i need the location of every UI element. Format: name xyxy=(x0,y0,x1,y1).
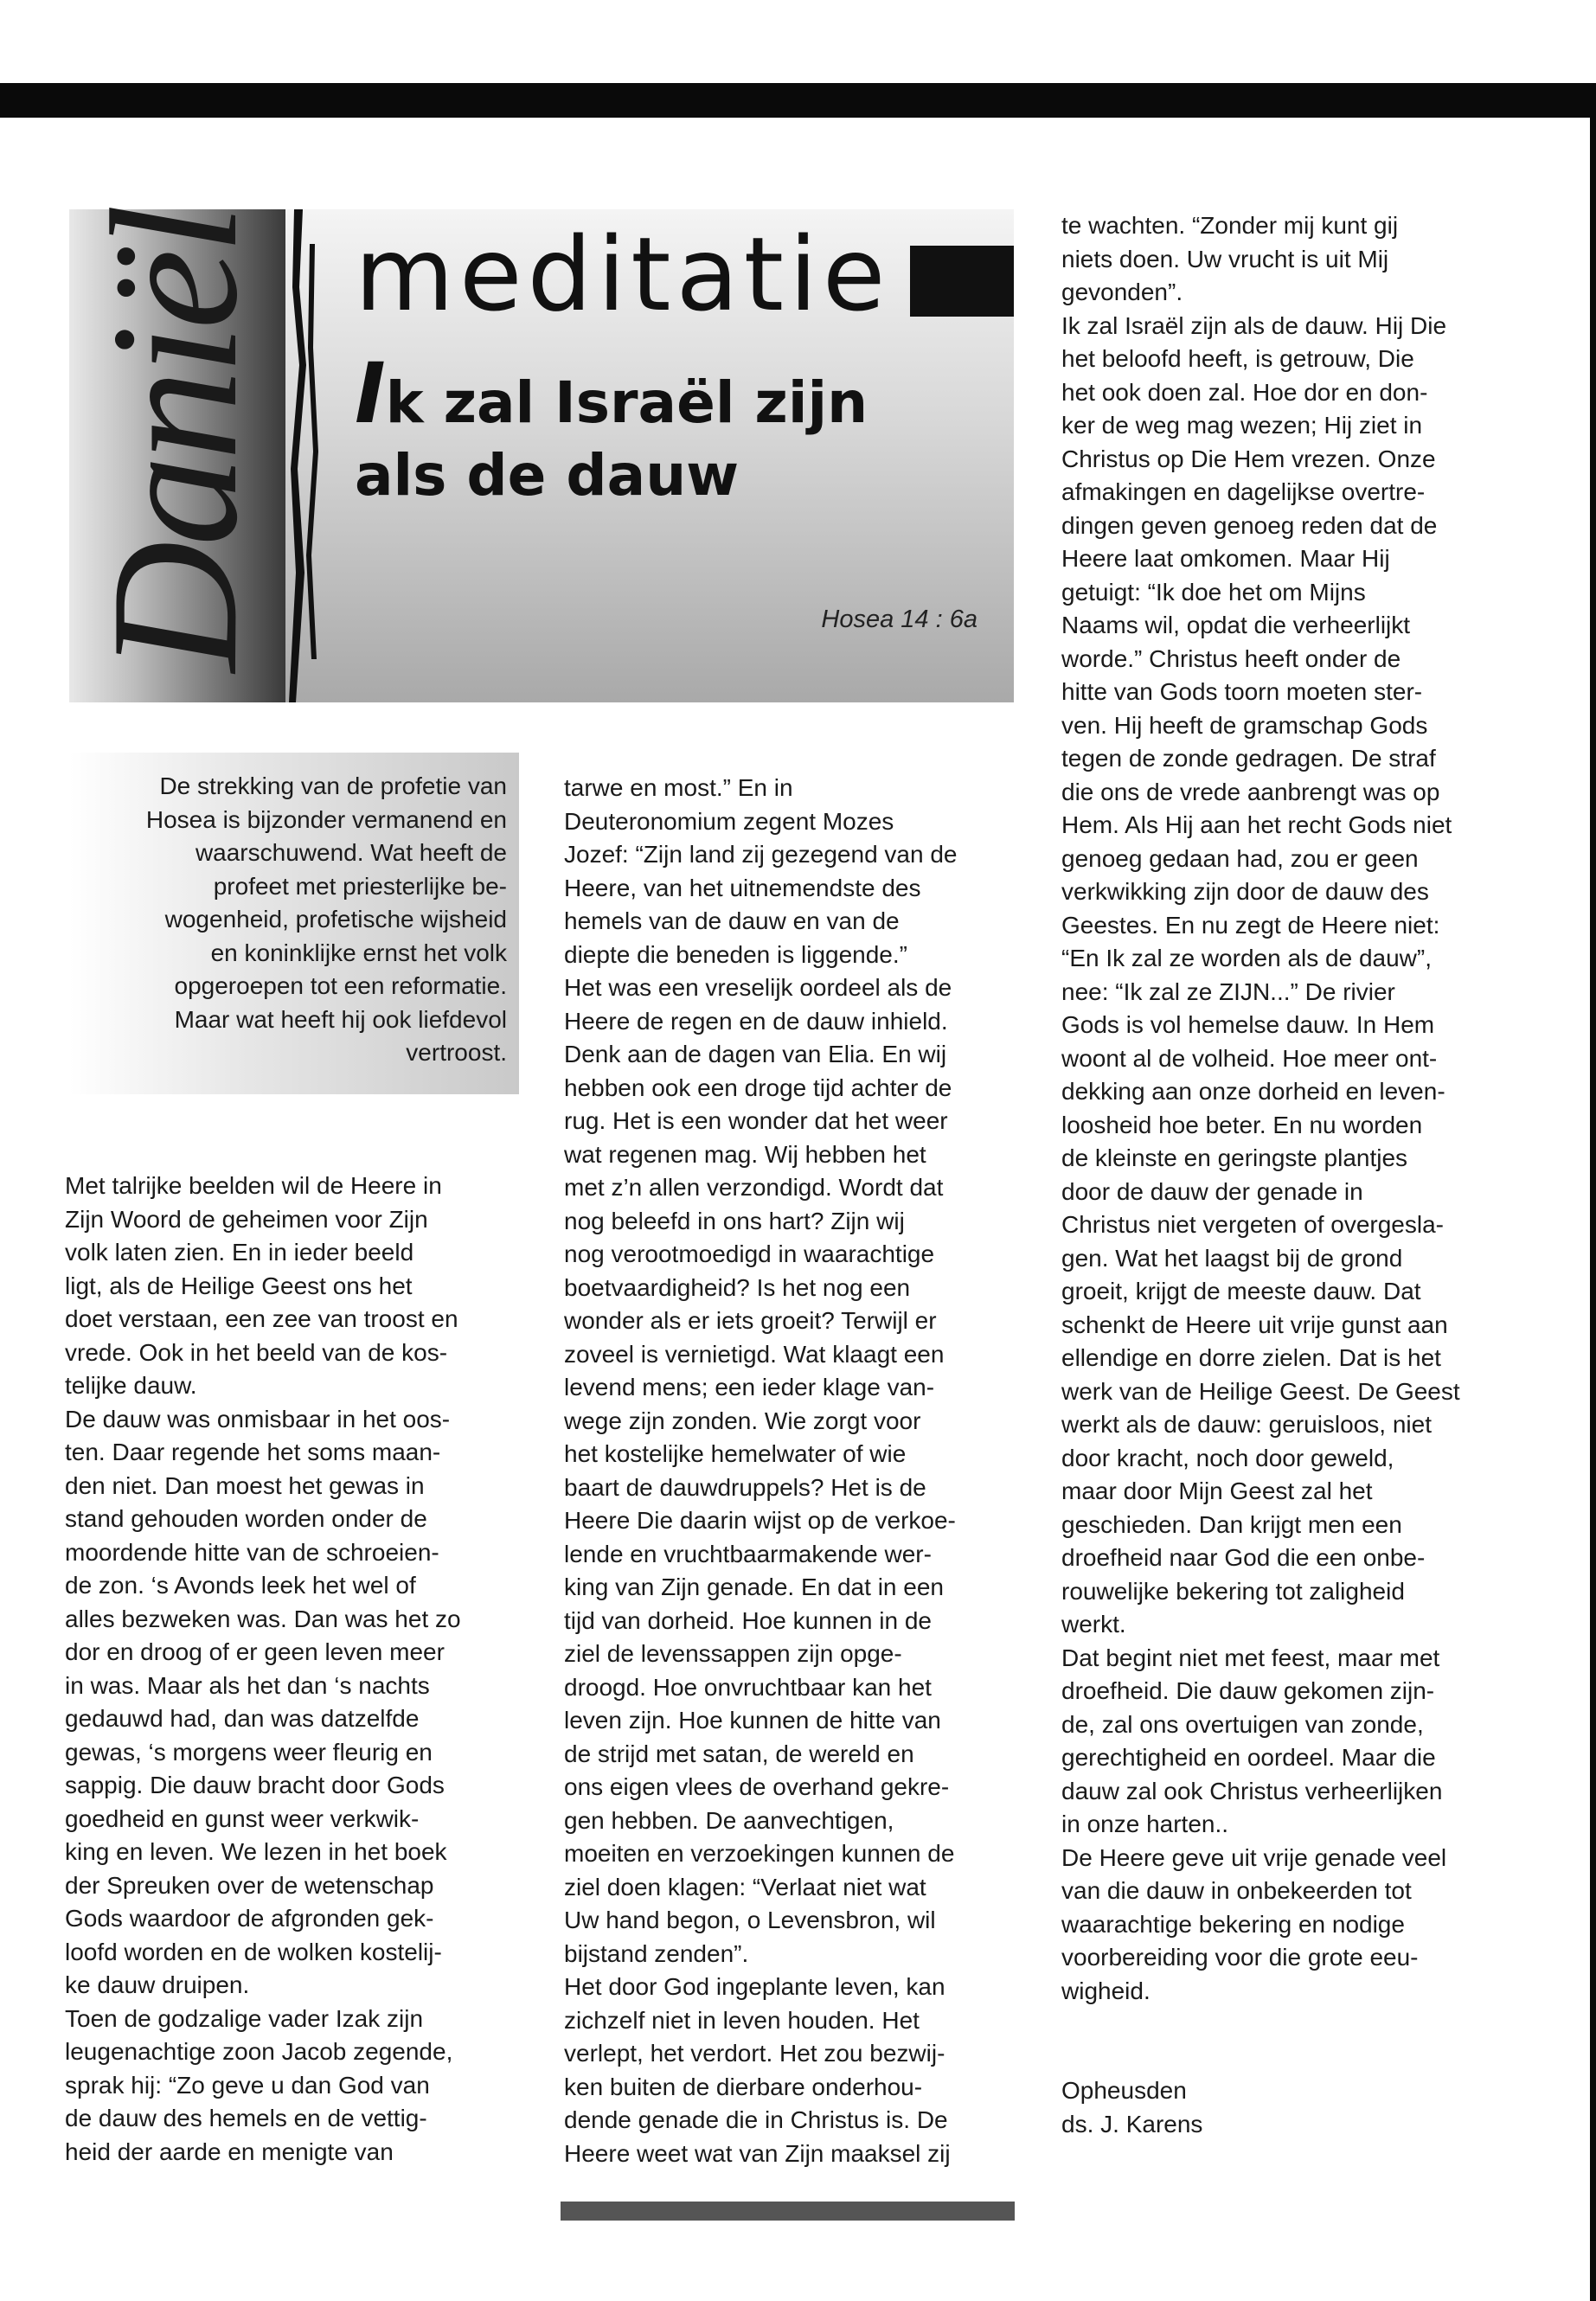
text-line: verkwikking zijn door de dauw des xyxy=(1061,878,1429,905)
text-line: ven. Hij heeft de gramschap Gods xyxy=(1061,711,1428,739)
intro-line: opgeroepen tot een reformatie. xyxy=(174,972,507,999)
text-line: ten. Daar regende het soms maan- xyxy=(65,1439,441,1465)
body-column-2 xyxy=(564,772,1022,2170)
text-line: Met talrijke beelden wil de Heere in xyxy=(65,1172,442,1199)
text-line: Heere de regen en de dauw inhield. xyxy=(564,1007,948,1035)
text-line: Hem. Als Hij aan het recht Gods niet xyxy=(1061,811,1452,838)
signature xyxy=(1061,2074,1202,2141)
text-line: vrede. Ook in het beeld van de kos- xyxy=(65,1338,448,1366)
text-line: nog beleefd in ons hart? Zijn wij xyxy=(564,1207,905,1234)
bottom-rule xyxy=(561,2202,1015,2221)
body-column-3 xyxy=(1061,209,1546,2008)
text-line: de zon. ‘s Avonds leek het wel of xyxy=(65,1572,416,1599)
text-line: te wachten. “Zonder mij kunt gij xyxy=(1061,212,1399,239)
text-line: Deuteronomium zegent Mozes xyxy=(564,807,894,835)
text-line: ken buiten de dierbare onderhou- xyxy=(564,2073,923,2100)
text-line: Heere Die daarin wijst op de verkoe- xyxy=(564,1507,956,1534)
text-line: leugenachtige zoon Jacob zegende, xyxy=(65,2038,453,2065)
text-line: hebben ook een droge tijd achter de xyxy=(564,1074,952,1101)
text-line: schenkt de Heere uit vrije gunst aan xyxy=(1061,1311,1448,1338)
text-line: rug. Het is een wonder dat het weer xyxy=(564,1107,948,1134)
text-line: ziel de levenssappen zijn opge- xyxy=(564,1640,902,1667)
text-line: Christus op Die Hem vrezen. Onze xyxy=(1061,445,1436,472)
top-border-bar xyxy=(0,83,1596,118)
text-line: dekking aan onze dorheid en leven- xyxy=(1061,1078,1445,1105)
text-line: door de dauw der genade in xyxy=(1061,1177,1363,1205)
text-line: wege zijn zonden. Wie zorgt voor xyxy=(564,1407,921,1434)
text-line: dende genade die in Christus is. De xyxy=(564,2106,948,2133)
text-line: afmakingen en dagelijkse overtre- xyxy=(1061,478,1426,505)
text-line: de kleinste en geringste plantjes xyxy=(1061,1144,1408,1171)
text-line: zoveel is vernietigd. Wat klaagt een xyxy=(564,1340,945,1368)
title-line-2: als de dauw xyxy=(355,442,740,509)
text-line: dingen geven genoeg reden dat de xyxy=(1061,511,1438,539)
text-line: getuigt: “Ik doe het om Mijns xyxy=(1061,578,1366,606)
section-kicker: meditatie xyxy=(355,215,891,334)
title-line-1: k zal Israël zijn xyxy=(385,369,869,436)
text-line: moeiten en verzoekingen kunnen de xyxy=(564,1840,955,1867)
signature-author: ds. J. Karens xyxy=(1061,2110,1203,2138)
text-line: diepte die beneden is liggende.” xyxy=(564,940,907,968)
text-line: heid der aarde en menigte van xyxy=(65,2138,394,2165)
text-line: Gods waardoor de afgronden gek- xyxy=(65,1905,434,1932)
text-line: king en leven. We lezen in het boek xyxy=(65,1838,447,1865)
text-line: in onze harten.. xyxy=(1061,1811,1229,1837)
text-line: Dat begint niet met feest, maar met xyxy=(1061,1644,1440,1671)
text-line: tijd van dorheid. Hoe kunnen in de xyxy=(564,1606,932,1634)
text-line: zichzelf niet in leven houden. Het xyxy=(564,2006,920,2034)
scripture-reference: Hosea 14 : 6a xyxy=(821,606,977,633)
text-line: Toen de godzalige vader Izak zijn xyxy=(65,2004,424,2032)
intro-panel xyxy=(69,753,519,1094)
text-line: die ons de vrede aanbrengt was op xyxy=(1061,778,1440,805)
intro-text xyxy=(74,770,507,1070)
text-line: ons eigen vlees de overhand gekre- xyxy=(564,1773,950,1800)
text-line: rouwelijke bekering tot zaligheid xyxy=(1061,1577,1405,1605)
series-name-vertical: Daniël xyxy=(74,208,275,672)
intro-line: en koninklijke ernst het volk xyxy=(210,939,507,966)
text-line: bijstand zenden”. xyxy=(564,1939,749,1967)
text-line: wigheid. xyxy=(1061,1977,1151,2004)
text-line: Gods is vol hemelse dauw. In Hem xyxy=(1061,1011,1435,1038)
text-line: baart de dauwdruppels? Het is de xyxy=(564,1473,926,1501)
text-line: verlept, het verdort. Het zou bezwij- xyxy=(564,2040,945,2067)
text-line: Het door God ingeplante leven, kan xyxy=(564,1973,945,2000)
text-line: leven zijn. Hoe kunnen de hitte van xyxy=(564,1707,941,1734)
text-line: Zijn Woord de geheimen voor Zijn xyxy=(65,1205,428,1233)
text-line: ziel doen klagen: “Verlaat niet wat xyxy=(564,1873,926,1900)
text-line: sprak hij: “Zo geve u dan God van xyxy=(65,2071,430,2099)
text-line: gen hebben. De aanvechtigen, xyxy=(564,1806,894,1834)
text-line: “En Ik zal ze worden als de dauw”, xyxy=(1061,945,1432,971)
text-line: moordende hitte van de schroeien- xyxy=(65,1538,439,1566)
text-line: den niet. Dan moest het gewas in xyxy=(65,1471,425,1499)
text-line: nog verootmoedigd in waarachtige xyxy=(564,1240,935,1267)
text-line: gerechtigheid en oordeel. Maar die xyxy=(1061,1744,1436,1771)
decorative-divider-strokes xyxy=(287,209,322,702)
text-line: Heere, van het uitnemendste des xyxy=(564,874,921,901)
intro-line: Maar wat heeft hij ook liefdevol xyxy=(174,1005,507,1033)
text-line: de strijd met satan, de wereld en xyxy=(564,1740,914,1767)
text-line: gen. Wat het laagst bij de grond xyxy=(1061,1244,1403,1272)
article-title xyxy=(355,345,995,512)
text-line: Christus niet vergeten of overgesla- xyxy=(1061,1211,1444,1238)
intro-line: vertroost. xyxy=(406,1039,507,1066)
text-line: groeit, krijgt de meeste dauw. Dat xyxy=(1061,1278,1421,1304)
text-line: het beloofd heeft, is getrouw, Die xyxy=(1061,345,1414,372)
intro-line: waarschuwend. Wat heeft de xyxy=(195,839,507,866)
text-line: werkt als de dauw: geruisloos, niet xyxy=(1061,1411,1432,1438)
text-line: van die dauw in onbekeerden tot xyxy=(1061,1877,1412,1904)
text-line: doet verstaan, een zee van troost en xyxy=(65,1305,458,1332)
kicker-block xyxy=(910,246,1014,317)
text-line: ker de weg mag wezen; Hij ziet in xyxy=(1061,412,1423,439)
text-line: nee: “Ik zal ze ZIJN...” De rivier xyxy=(1061,977,1395,1005)
text-line: gedauwd had, dan was datzelfde xyxy=(65,1705,420,1732)
text-line: tegen de zonde gedragen. De straf xyxy=(1061,745,1436,772)
intro-line: wogenheid, profetische wijsheid xyxy=(164,906,507,933)
title-drop-initial: I xyxy=(355,345,386,442)
text-line: maar door Mijn Geest zal het xyxy=(1061,1477,1373,1504)
text-line: Heere weet wat van Zijn maaksel zij xyxy=(564,2139,951,2167)
text-line: sappig. Die dauw bracht door Gods xyxy=(65,1772,445,1798)
text-line: droogd. Hoe onvruchtbaar kan het xyxy=(564,1673,932,1701)
text-line: loofd worden en de wolken kostelij- xyxy=(65,1938,442,1965)
text-line: gevonden”. xyxy=(1061,279,1183,305)
text-line: Naams wil, opdat die verheerlijkt xyxy=(1061,612,1411,638)
text-line: loosheid hoe beter. En nu worden xyxy=(1061,1111,1423,1138)
text-line: werk van de Heilige Geest. De Geest xyxy=(1061,1377,1460,1405)
text-line: king van Zijn genade. En dat in een xyxy=(564,1574,944,1600)
text-line: droefheid. Die dauw gekomen zijn- xyxy=(1061,1677,1435,1704)
text-line: goedheid en gunst weer verkwik- xyxy=(65,1804,420,1832)
text-line: hemels van de dauw en van de xyxy=(564,907,900,934)
text-line: De dauw was onmisbaar in het oos- xyxy=(65,1405,451,1433)
intro-line: De strekking van de profetie van xyxy=(159,772,507,799)
text-line: stand gehouden worden onder de xyxy=(65,1505,427,1532)
text-line: het ook doen zal. Hoe dor en don- xyxy=(1061,378,1428,406)
text-line: woont al de volheid. Hoe meer ont- xyxy=(1061,1044,1438,1072)
text-line: geschieden. Dan krijgt men een xyxy=(1061,1510,1402,1538)
signature-place: Opheusden xyxy=(1061,2077,1187,2104)
right-border-bar xyxy=(1590,83,1596,2301)
text-line: de, zal ons overtuigen van zonde, xyxy=(1061,1710,1424,1738)
header-panel xyxy=(69,209,1014,702)
text-line: worde.” Christus heeft onder de xyxy=(1061,644,1401,672)
text-line: dor en droog of er geen leven meer xyxy=(65,1638,445,1665)
text-line: werkt. xyxy=(1061,1611,1126,1638)
text-line: waarachtige bekering en nodige xyxy=(1061,1910,1405,1938)
text-line: de dauw des hemels en de vettig- xyxy=(65,2105,427,2131)
text-line: Uw hand begon, o Levensbron, wil xyxy=(564,1907,936,1933)
text-line: niets doen. Uw vrucht is uit Mij xyxy=(1061,245,1389,272)
text-line: droefheid naar God die een onbe- xyxy=(1061,1544,1426,1571)
text-line: telijke dauw. xyxy=(65,1372,197,1399)
text-line: Geestes. En nu zegt de Heere niet: xyxy=(1061,911,1440,939)
text-line: met z’n allen verzondigd. Wordt dat xyxy=(564,1174,944,1201)
text-line: gewas, ‘s morgens weer fleurig en xyxy=(65,1738,433,1766)
intro-line: profeet met priesterlijke be- xyxy=(213,872,507,900)
text-line: lende en vruchtbaarmakende wer- xyxy=(564,1540,932,1567)
text-line: het kostelijke hemelwater of wie xyxy=(564,1440,907,1467)
text-line: hitte van Gods toorn moeten ster- xyxy=(1061,678,1423,705)
text-line: Jozef: “Zijn land zij gezegend van de xyxy=(564,841,958,868)
text-line: volk laten zien. En in ieder beeld xyxy=(65,1239,414,1266)
text-line: genoeg gedaan had, zou er geen xyxy=(1061,844,1419,872)
text-line: wat regenen mag. Wij hebben het xyxy=(564,1140,926,1168)
text-line: Ik zal Israël zijn als de dauw. Hij Die xyxy=(1061,311,1447,339)
text-line: ellendige en dorre zielen. Dat is het xyxy=(1061,1344,1441,1371)
side-panel xyxy=(69,209,285,702)
text-line: levend mens; een ieder klage van- xyxy=(564,1374,935,1400)
text-line: De Heere geve uit vrije genade veel xyxy=(1061,1843,1447,1871)
text-line: Heere laat omkomen. Maar Hij xyxy=(1061,545,1390,572)
text-line: Denk aan de dagen van Elia. En wij xyxy=(564,1041,947,1067)
body-column-1 xyxy=(65,1170,549,2169)
text-line: in was. Maar als het dan ‘s nachts xyxy=(65,1671,430,1699)
intro-line: Hosea is bijzonder vermanend en xyxy=(145,805,507,833)
text-line: alles bezweken was. Dan was het zo xyxy=(65,1605,461,1632)
text-line: der Spreuken over de wetenschap xyxy=(65,1871,434,1899)
text-line: tarwe en most.” En in xyxy=(564,774,793,801)
text-line: dauw zal ook Christus verheerlijken xyxy=(1061,1777,1443,1804)
text-line: voorbereiding voor die grote eeu- xyxy=(1061,1944,1419,1971)
text-line: door kracht, noch door geweld, xyxy=(1061,1444,1394,1471)
text-line: wonder als er iets groeit? Terwijl er xyxy=(564,1307,937,1334)
text-line: boetvaardigheid? Is het nog een xyxy=(564,1273,911,1301)
text-line: ligt, als de Heilige Geest ons het xyxy=(65,1272,413,1299)
text-line: ke dauw druipen. xyxy=(65,1971,250,1998)
text-line: Het was een vreselijk oordeel als de xyxy=(564,974,952,1001)
